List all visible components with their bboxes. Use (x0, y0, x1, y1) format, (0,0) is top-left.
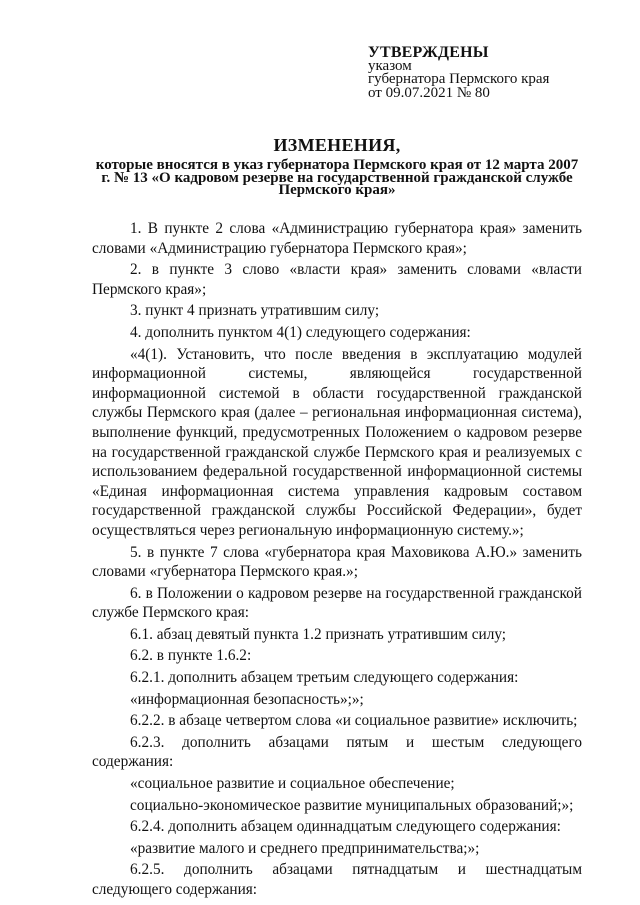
paragraph-4-1-text: «4(1). Установить, что после введения в эксплуатацию модулей информационной системы, являющейся государственной информационной системой в области государственной гражданской службы Пермского края (далее – региональная информационная система), выполнение функций, предусмотренных Положением о кадровом резерве на государственной гражданской службе Пермского края и реализуемых с использованием федеральной государственной информационной системы «Единая информационная система управления кадровым составом государственной гражданской службы Российской Федерации», будет осуществляться через региональную информационную систему.»; (92, 345, 582, 539)
approval-line-decree: указом (368, 57, 412, 74)
paragraph-6-2: 6.2. в пункте 1.6.2: (130, 647, 252, 665)
paragraph-6-2-4-quote: «развитие малого и среднего предпринимательства;»; (130, 839, 480, 857)
approval-line-date: от 09.07.2021 № 80 (368, 84, 490, 101)
approval-stamp (368, 46, 549, 100)
paragraph-2: 2. в пункте 3 слово «власти края» заменить словами «власти Пермского края»; (92, 261, 582, 298)
paragraph-6-2-3-quote-1: «социальное развитие и социальное обеспечение; (130, 775, 455, 793)
paragraph-3: 3. пункт 4 признать утратившим силу; (130, 302, 380, 320)
document-subtitle: которые вносятся в указ губернатора Пермского края от 12 марта 2007 г. № 13 «О кадровом резерве на государственной гражданской службе Пермского края» (95, 157, 579, 199)
paragraph-6-2-1: 6.2.1. дополнить абзацем третьим следующего содержания: (130, 669, 519, 687)
paragraph-6: 6. в Положении о кадровом резерве на государственной гражданской службе Пермского края: (92, 584, 582, 622)
approval-line-governor: губернатора Пермского края (368, 71, 550, 87)
paragraph-6-2-5: 6.2.5. дополнить абзацами пятнадцатым и шестнадцатым следующего содержания: (92, 861, 582, 898)
document-title: ИЗМЕНЕНИЯ, (273, 135, 401, 155)
paragraph-6-2-1-quote: «информационная безопасность»;»; (130, 690, 364, 708)
paragraph-6-1: 6.1. абзац девятый пункта 1.2 признать утратившим силу; (130, 625, 507, 643)
paragraph-5: 5. в пункте 7 слова «губернатора края Маховикова А.Ю.» заменить словами «губернатора Пермского края.»; (92, 543, 582, 581)
paragraph-6-2-2: 6.2.2. в абзаце четвертом слова «и социальное развитие» исключить; (130, 712, 578, 730)
paragraph-6-2-4: 6.2.4. дополнить абзацем одиннадцатым следующего содержания: (130, 818, 561, 836)
paragraph-4: 4. дополнить пунктом 4(1) следующего содержания: (130, 323, 471, 341)
document-body (92, 219, 582, 900)
paragraph-1: 1. В пункте 2 слова «Администрацию губернатора края» заменить словами «Администрацию губернатора Пермского края»; (92, 220, 582, 257)
paragraph-6-2-3: 6.2.3. дополнить абзацами пятым и шестым следующего содержания: (92, 733, 582, 771)
approval-heading: УТВЕРЖДЕНЫ (368, 44, 489, 61)
paragraph-6-2-3-quote-2: социально-экономическое развитие муниципальных образований;»; (130, 796, 574, 814)
